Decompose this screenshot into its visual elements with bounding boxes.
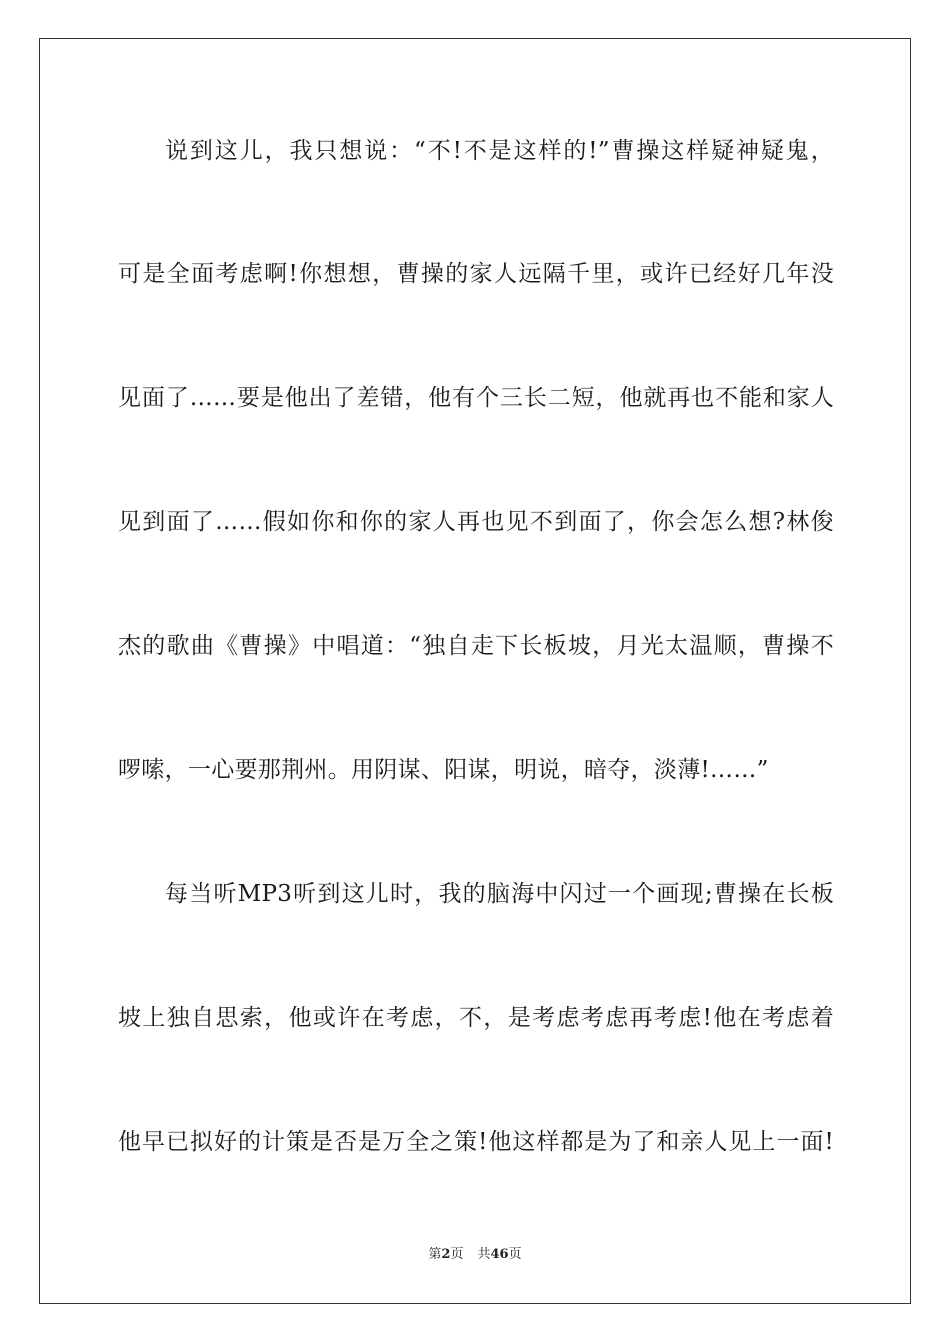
paragraph-1-line-1: 说到这儿，我只想说：“不!不是这样的!”曹操这样疑神疑鬼， [165, 138, 834, 164]
paragraph-2-line-2: 坡上独自思索，他或许在考虑，不，是考虑考虑再考虑!他在考虑着 [118, 1005, 834, 1031]
paragraph-2-line-1: 每当听MP3听到这儿时，我的脑海中闪过一个画现;曹操在长板 [165, 881, 834, 907]
paragraph-1-line-5: 杰的歌曲《曹操》中唱道：“独自走下长板坡，月光太温顺，曹操不 [118, 633, 834, 659]
paragraph-1-line-4: 见到面了……假如你和你的家人再也见不到面了，你会怎么想?林俊 [118, 509, 834, 535]
paragraph-1-line-6: 啰嗦，一心要那荆州。用阴谋、阳谋，明说，暗夺，淡薄!……” [118, 757, 769, 783]
page-label-prefix: 第 [428, 1247, 442, 1262]
paragraph-1-line-2: 可是全面考虑啊!你想想，曹操的家人远隔千里，或许已经好几年没 [118, 261, 834, 287]
current-page-number: 2 [441, 1247, 451, 1262]
page-label-suffix: 页 [450, 1247, 464, 1262]
page-border [39, 38, 911, 1304]
paragraph-1-line-3: 见面了……要是他出了差错，他有个三长二短，他就再也不能和家人 [118, 385, 834, 411]
paragraph-2-line-3: 他早已拟好的计策是否是万全之策!他这样都是为了和亲人见上一面! [118, 1129, 834, 1155]
total-label-prefix: 共 [477, 1247, 491, 1262]
page-footer [0, 1246, 950, 1264]
total-page-count: 46 [490, 1247, 509, 1262]
total-label-suffix: 页 [508, 1247, 522, 1262]
